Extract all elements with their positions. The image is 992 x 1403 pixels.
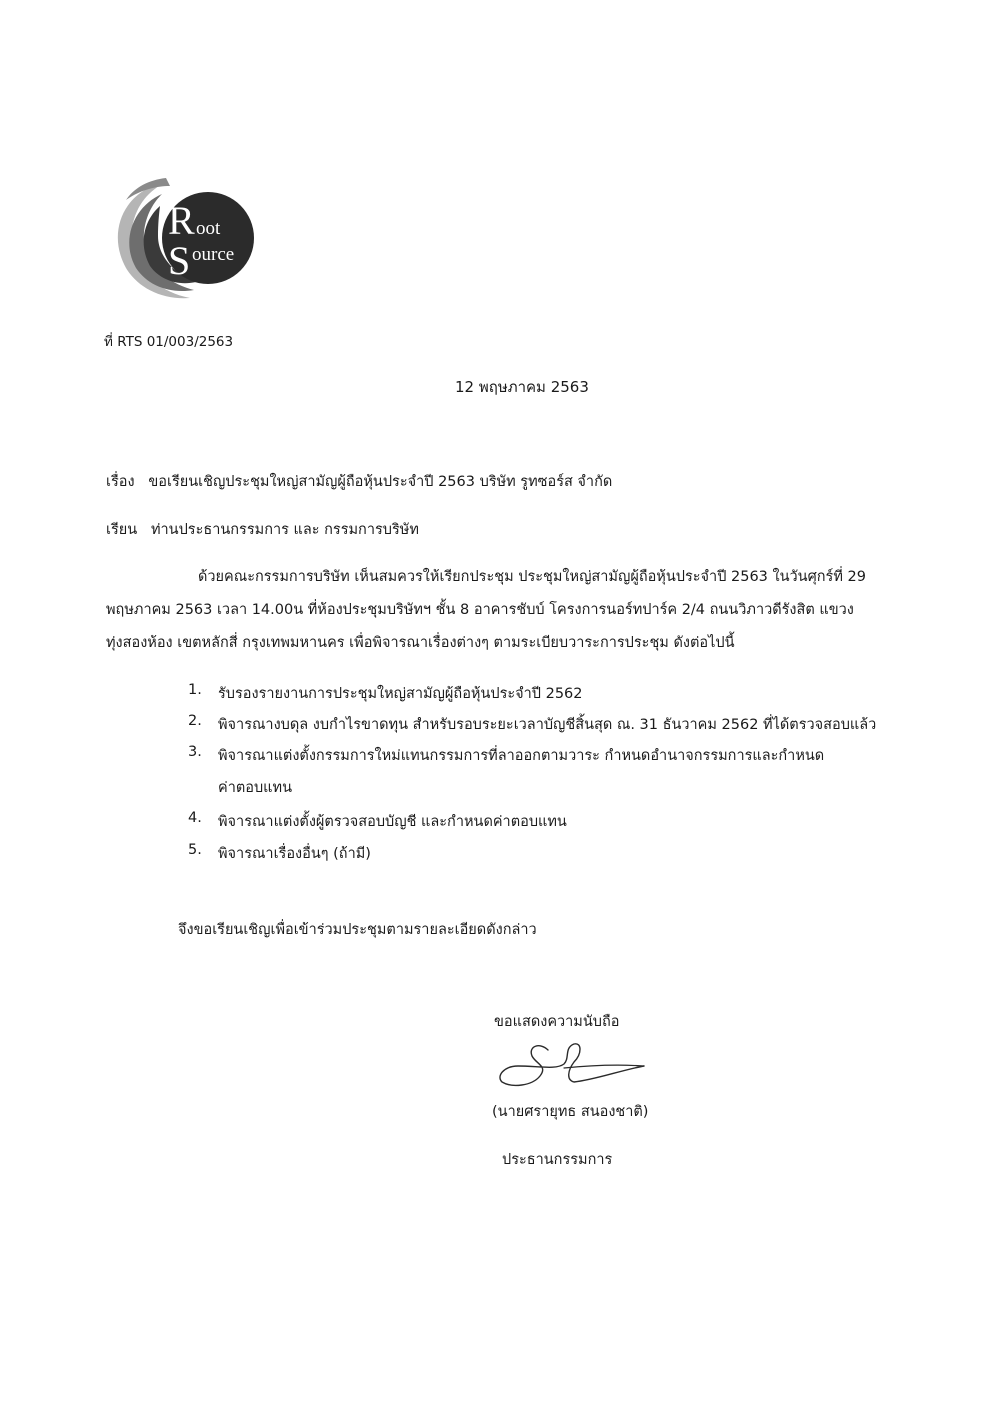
agenda-text-continuation: ค่าตอบแทน <box>218 780 292 796</box>
document-number: ที่ RTS 01/003/2563 <box>104 334 234 350</box>
body-paragraph-line: ทุ่งสองห้อง เขตหลักสี่ กรุงเทพมหานคร เพื่อพิจารณาเรื่องต่างๆ ตามระเบียบวาระการประชุม ดังต่อไปนี้ <box>106 635 735 651</box>
closing-sentence: จึงขอเรียนเชิญเพื่อเข้าร่วมประชุมตามรายละเอียดดังกล่าว <box>178 922 537 938</box>
letter-date: 12 พฤษภาคม 2563 <box>455 378 589 396</box>
agenda-text: พิจารณางบดุล งบกำไรขาดทุน สำหรับรอบระยะเวลาบัญชีสิ้นสุด ณ. 31 ธันวาคม 2562 ที่ได้ตรวจสอบแล้ว <box>218 717 877 733</box>
agenda-number: 4. <box>188 810 202 826</box>
agenda-number: 2. <box>188 713 202 729</box>
regards-line: ขอแสดงความนับถือ <box>494 1014 620 1030</box>
recipient-line <box>106 518 419 541</box>
body-paragraph-line: ด้วยคณะกรรมการบริษัท เห็นสมควรให้เรียกประชุม ประชุมใหญ่สามัญผู้ถือหุ้นประจำปี 2563 ในวันศุกร์ที่ 29 <box>198 569 866 585</box>
agenda-number: 1. <box>188 682 202 698</box>
subject-text: ขอเรียนเชิญประชุมใหญ่สามัญผู้ถือหุ้นประจำปี 2563 บริษัท รูทซอร์ส จำกัด <box>148 474 613 490</box>
logo-text-top: oot <box>196 218 221 239</box>
subject-line <box>106 470 612 493</box>
agenda-text: พิจารณาแต่งตั้งกรรมการใหม่แทนกรรมการที่ลาออกตามวาระ กำหนดอำนาจกรรมการและกำหนด <box>218 748 825 764</box>
recipient-label: เรียน <box>106 522 138 538</box>
signer-position: ประธานกรรมการ <box>502 1152 613 1168</box>
logo-letter-r: R <box>168 198 195 243</box>
company-logo <box>104 170 254 305</box>
agenda-number: 5. <box>188 842 202 858</box>
agenda-text: รับรองรายงานการประชุมใหญ่สามัญผู้ถือหุ้นประจำปี 2562 <box>218 686 583 702</box>
body-paragraph-line: พฤษภาคม 2563 เวลา 14.00น ที่ห้องประชุมบริษัทฯ ชั้น 8 อาคารชับบ์ โครงการนอร์ทปาร์ค 2/4 ถนนวิภาวดีรังสิต แขวง <box>106 602 854 618</box>
agenda-text: พิจารณาแต่งตั้งผู้ตรวจสอบบัญชี และกำหนดค่าตอบแทน <box>218 814 567 830</box>
agenda-text: พิจารณาเรื่องอื่นๆ (ถ้ามี) <box>218 846 371 862</box>
logo-text-bottom: ource <box>192 244 235 265</box>
handwritten-signature <box>494 1036 654 1100</box>
subject-label: เรื่อง <box>106 474 135 490</box>
recipient-text: ท่านประธานกรรมการ และ กรรมการบริษัท <box>150 522 419 538</box>
signer-name: (นายศรายุทธ สนองชาติ) <box>492 1104 649 1120</box>
logo-letter-s: S <box>168 238 191 283</box>
agenda-number: 3. <box>188 744 202 760</box>
